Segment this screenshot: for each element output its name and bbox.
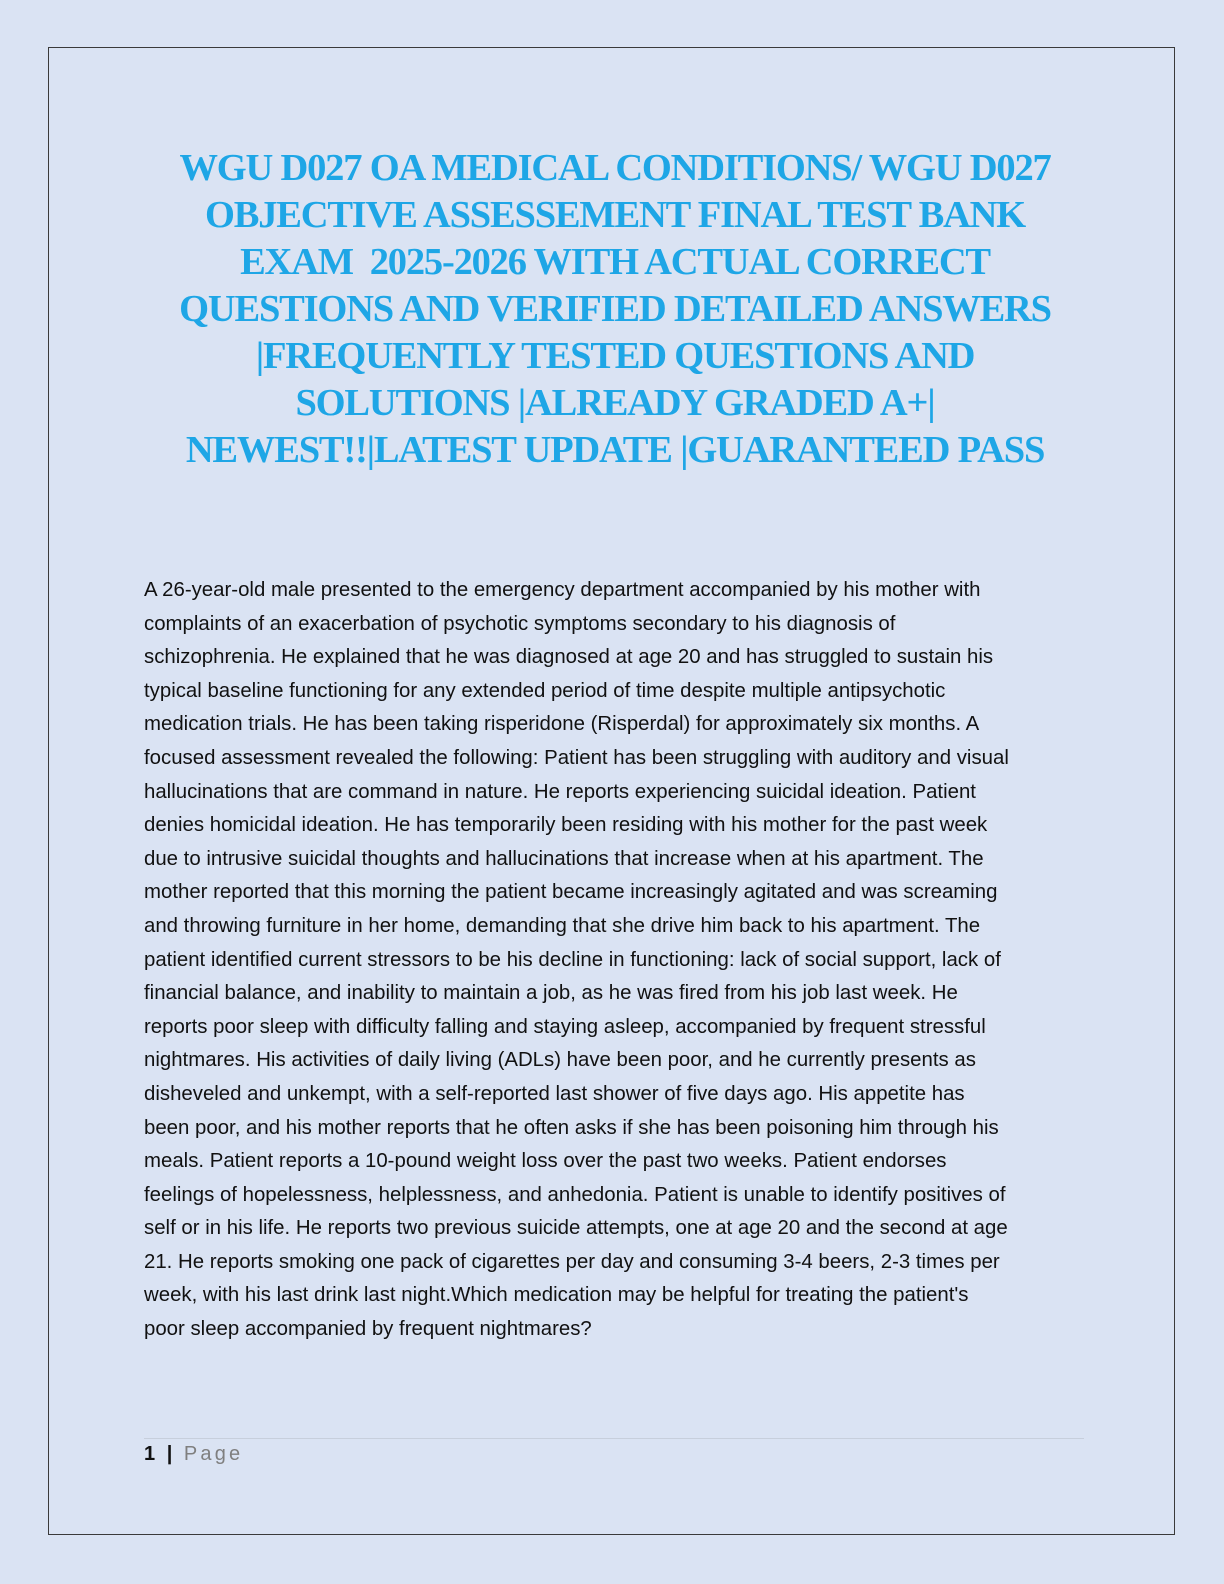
paragraph-line: and throwing furniture in her home, demanding that she drive him back to his apartment. The bbox=[144, 914, 981, 937]
paragraph-line: self or in his life. He reports two previous suicide attempts, one at age 20 and the second at age bbox=[144, 1217, 1008, 1240]
title-line: SOLUTIONS |ALREADY GRADED A+| bbox=[295, 382, 935, 424]
title-line: WGU D027 OA MEDICAL CONDITIONS/ WGU D027 bbox=[179, 147, 1051, 189]
paragraph-line: week, with his last drink last night.Which medication may be helpful for treating the patient's bbox=[144, 1284, 969, 1307]
title-line: QUESTIONS AND VERIFIED DETAILED ANSWERS bbox=[179, 288, 1051, 330]
paragraph-line: typical baseline functioning for any extended period of time despite multiple antipsychotic bbox=[144, 679, 946, 702]
title-line: EXAM 2025-2026 WITH ACTUAL CORRECT bbox=[240, 241, 990, 283]
paragraph-line: denies homicidal ideation. He has temporarily been residing with his mother for the past week bbox=[144, 814, 988, 837]
title-line: OBJECTIVE ASSESSEMENT FINAL TEST BANK bbox=[204, 194, 1026, 236]
paragraph-line: A 26-year-old male presented to the emergency department accompanied by his mother with bbox=[144, 579, 981, 601]
paragraph-line: disheveled and unkempt, with a self-reported last shower of five days ago. His appetite has bbox=[144, 1082, 965, 1105]
paragraph-line: complaints of an exacerbation of psychotic symptoms secondary to his diagnosis of bbox=[144, 612, 896, 635]
paragraph-line: due to intrusive suicidal thoughts and hallucinations that increase when at his apartment. The bbox=[144, 847, 984, 870]
page-label: Page bbox=[183, 1443, 244, 1465]
question-paragraph bbox=[144, 574, 1084, 1347]
paragraph-line: patient identified current stressors to be his decline in functioning: lack of social support, lack of bbox=[144, 948, 1001, 971]
paragraph-line: focused assessment revealed the following: Patient has been struggling with auditory and visual bbox=[144, 746, 1009, 769]
paragraph-line: mother reported that this morning the patient became increasingly agitated and was screaming bbox=[144, 881, 998, 904]
paragraph-line: poor sleep accompanied by frequent nightmares? bbox=[144, 1318, 592, 1341]
paragraph-line: 21. He reports smoking one pack of cigarettes per day and consuming 3-4 beers, 2-3 times per bbox=[144, 1250, 1000, 1273]
paragraph-line: feelings of hopelessness, helplessness, and anhedonia. Patient is unable to identify positives of bbox=[144, 1183, 1006, 1206]
title-line: NEWEST!!|LATEST UPDATE |GUARANTEED PASS bbox=[185, 429, 1045, 471]
page-footer bbox=[144, 1441, 243, 1467]
paragraph-line: nightmares. His activities of daily living (ADLs) have been poor, and he currently presents as bbox=[144, 1049, 976, 1072]
title-line: |FREQUENTLY TESTED QUESTIONS AND bbox=[255, 335, 975, 377]
paragraph-line: schizophrenia. He explained that he was diagnosed at age 20 and has struggled to sustain his bbox=[144, 646, 994, 669]
footer-divider bbox=[144, 1438, 1084, 1439]
page-number: 1 bbox=[144, 1443, 156, 1465]
paragraph-line: medication trials. He has been taking risperidone (Risperdal) for approximately six months. A bbox=[144, 713, 980, 736]
paragraph-line: been poor, and his mother reports that he often asks if she has been poisoning him through his bbox=[144, 1116, 999, 1139]
paragraph-line: financial balance, and inability to maintain a job, as he was fired from his job last week. He bbox=[144, 982, 958, 1005]
paragraph-line: reports poor sleep with difficulty falling and staying asleep, accompanied by frequent stressful bbox=[144, 1015, 986, 1038]
paragraph-line: meals. Patient reports a 10-pound weight loss over the past two weeks. Patient endorses bbox=[144, 1150, 947, 1173]
document-title bbox=[140, 145, 1090, 474]
footer-separator: | bbox=[166, 1443, 173, 1465]
paragraph-line: hallucinations that are command in nature. He reports experiencing suicidal ideation. Patient bbox=[144, 780, 976, 803]
